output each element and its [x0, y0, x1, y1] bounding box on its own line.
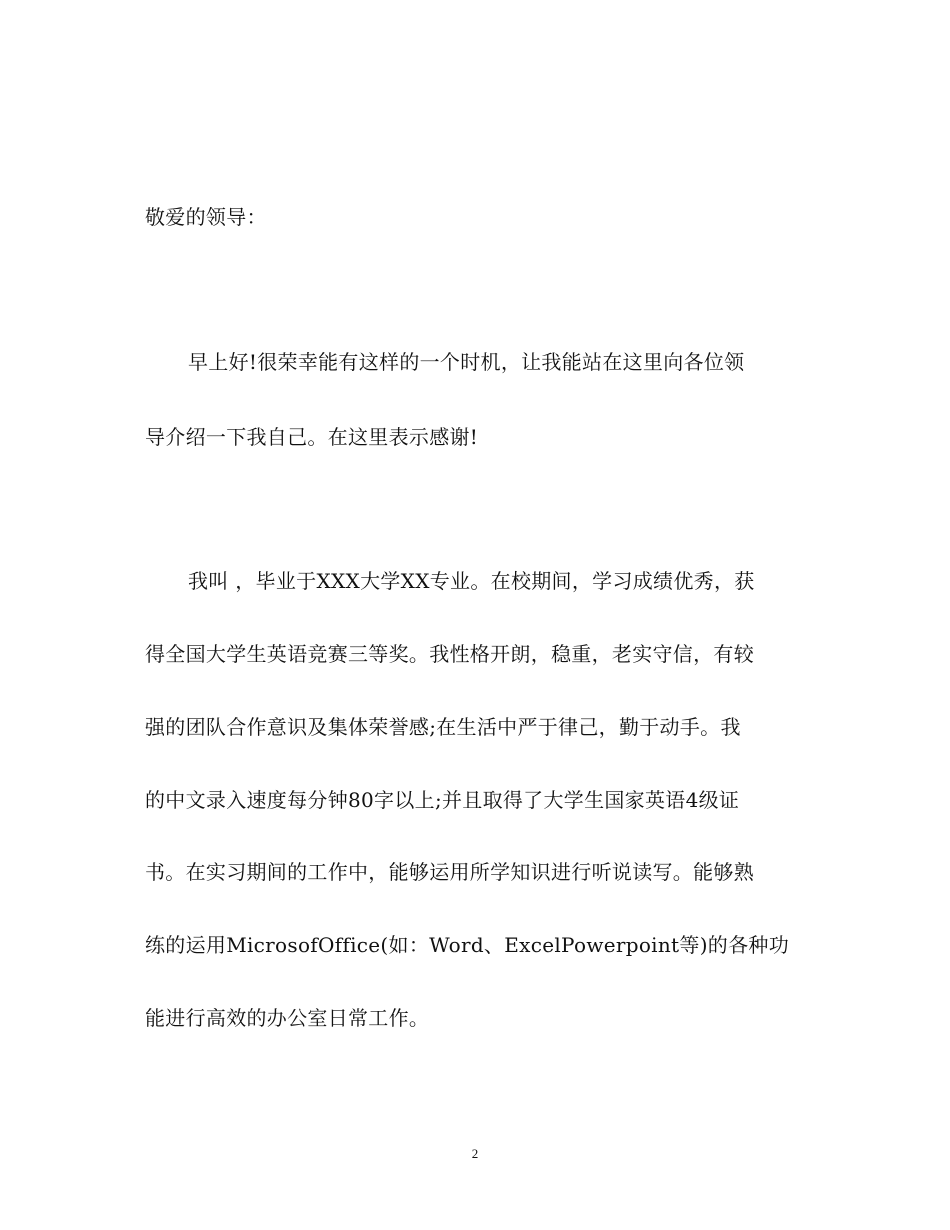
- salutation: 敬爱的领导：: [145, 205, 267, 229]
- paragraph-line: 强的团队合作意识及集体荣誉感;在生活中严于律己，勤于动手。我: [145, 715, 741, 739]
- paragraph-line: 导介绍一下我自己。在这里表示感谢!: [145, 425, 479, 449]
- paragraph-line: 的中文录入速度每分钟80字以上;并且取得了大学生国家英语4级证: [145, 788, 740, 812]
- paragraph-line: 书。在实习期间的工作中，能够运用所学知识进行听说读写。能够熟: [145, 860, 754, 884]
- paragraph-line: 早上好!很荣幸能有这样的一个时机，让我能站在这里向各位领: [188, 350, 745, 374]
- paragraph-line: 得全国大学生英语竞赛三等奖。我性格开朗，稳重，老实守信，有较: [145, 642, 754, 666]
- paragraph-line: 我叫 ，毕业于XXX大学XX专业。在校期间，学习成绩优秀，获: [188, 569, 755, 593]
- page-number: 2: [471, 1146, 479, 1161]
- paragraph-line: 练的运用MicrosofOffice(如：Word、ExcelPowerpoint等)的各种功: [145, 933, 790, 957]
- paragraph-line: 能进行高效的办公室日常工作。: [145, 1006, 430, 1030]
